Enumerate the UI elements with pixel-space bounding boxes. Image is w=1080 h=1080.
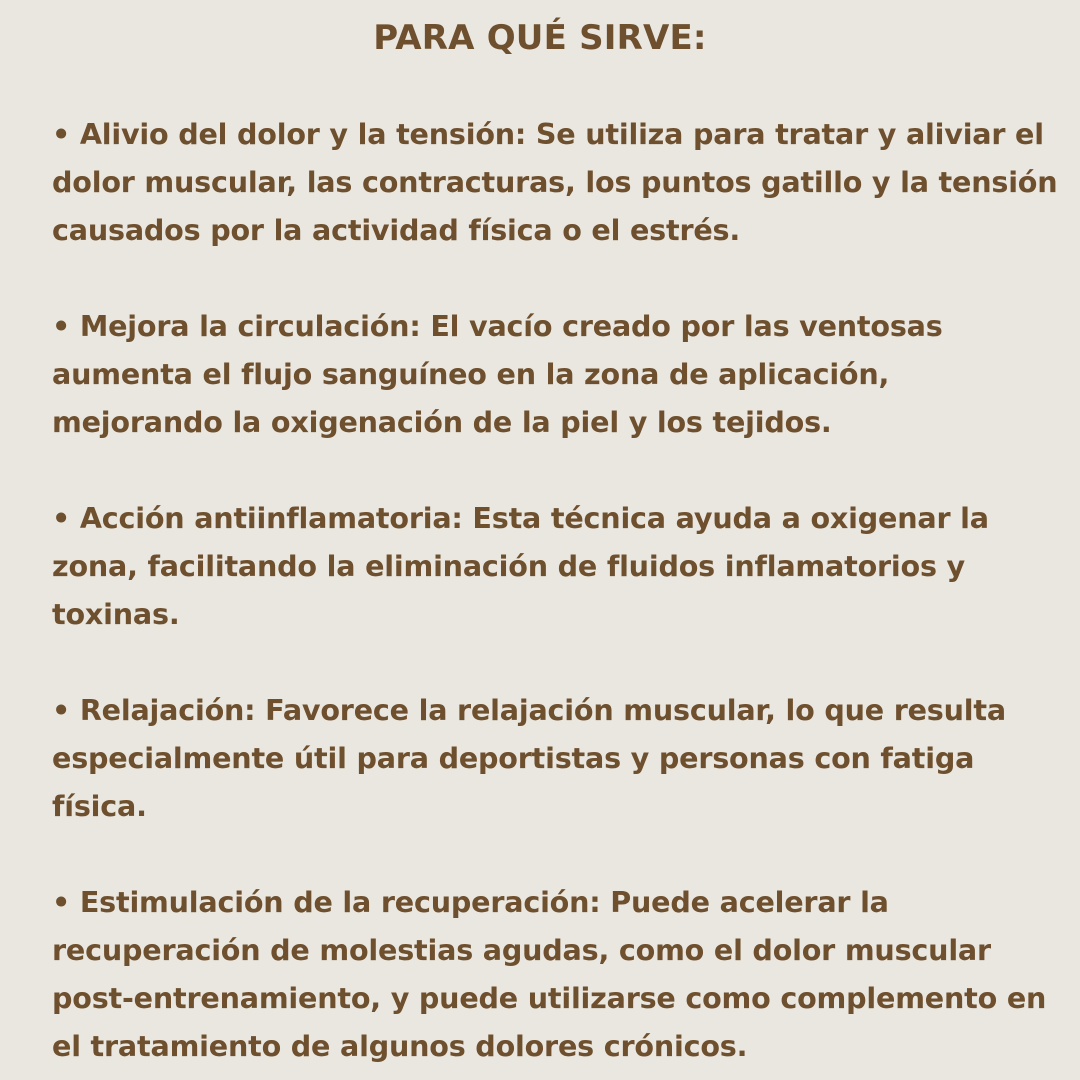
benefit-item-pain-relief: • Alivio del dolor y la tensión: Se utiliza para tratar y aliviar el dolor muscular, las contracturas, los puntos gatillo y la tensión causados por la actividad física o el estrés. [52,117,1058,247]
benefit-item-anti-inflammatory: • Acción antiinflamatoria: Esta técnica ayuda a oxigenar la zona, facilitando la eliminación de fluidos inflamatorios y toxinas. [52,501,989,631]
page-title: PARA QUÉ SIRVE: [373,18,707,58]
benefit-item-circulation: • Mejora la circulación: El vacío creado por las ventosas aumenta el flujo sanguíneo en la zona de aplicación, mejorando la oxigenación de la piel y los tejidos. [52,309,943,439]
benefit-item-relaxation: • Relajación: Favorece la relajación muscular, lo que resulta especialmente útil para deportistas y personas con fatiga física. [52,693,1006,823]
benefit-item-recovery: • Estimulación de la recuperación: Puede acelerar la recuperación de molestias agudas, como el dolor muscular post-entrenamiento, y puede utilizarse como complemento en el tratamiento de algunos dolores crónicos. [52,885,1047,1063]
